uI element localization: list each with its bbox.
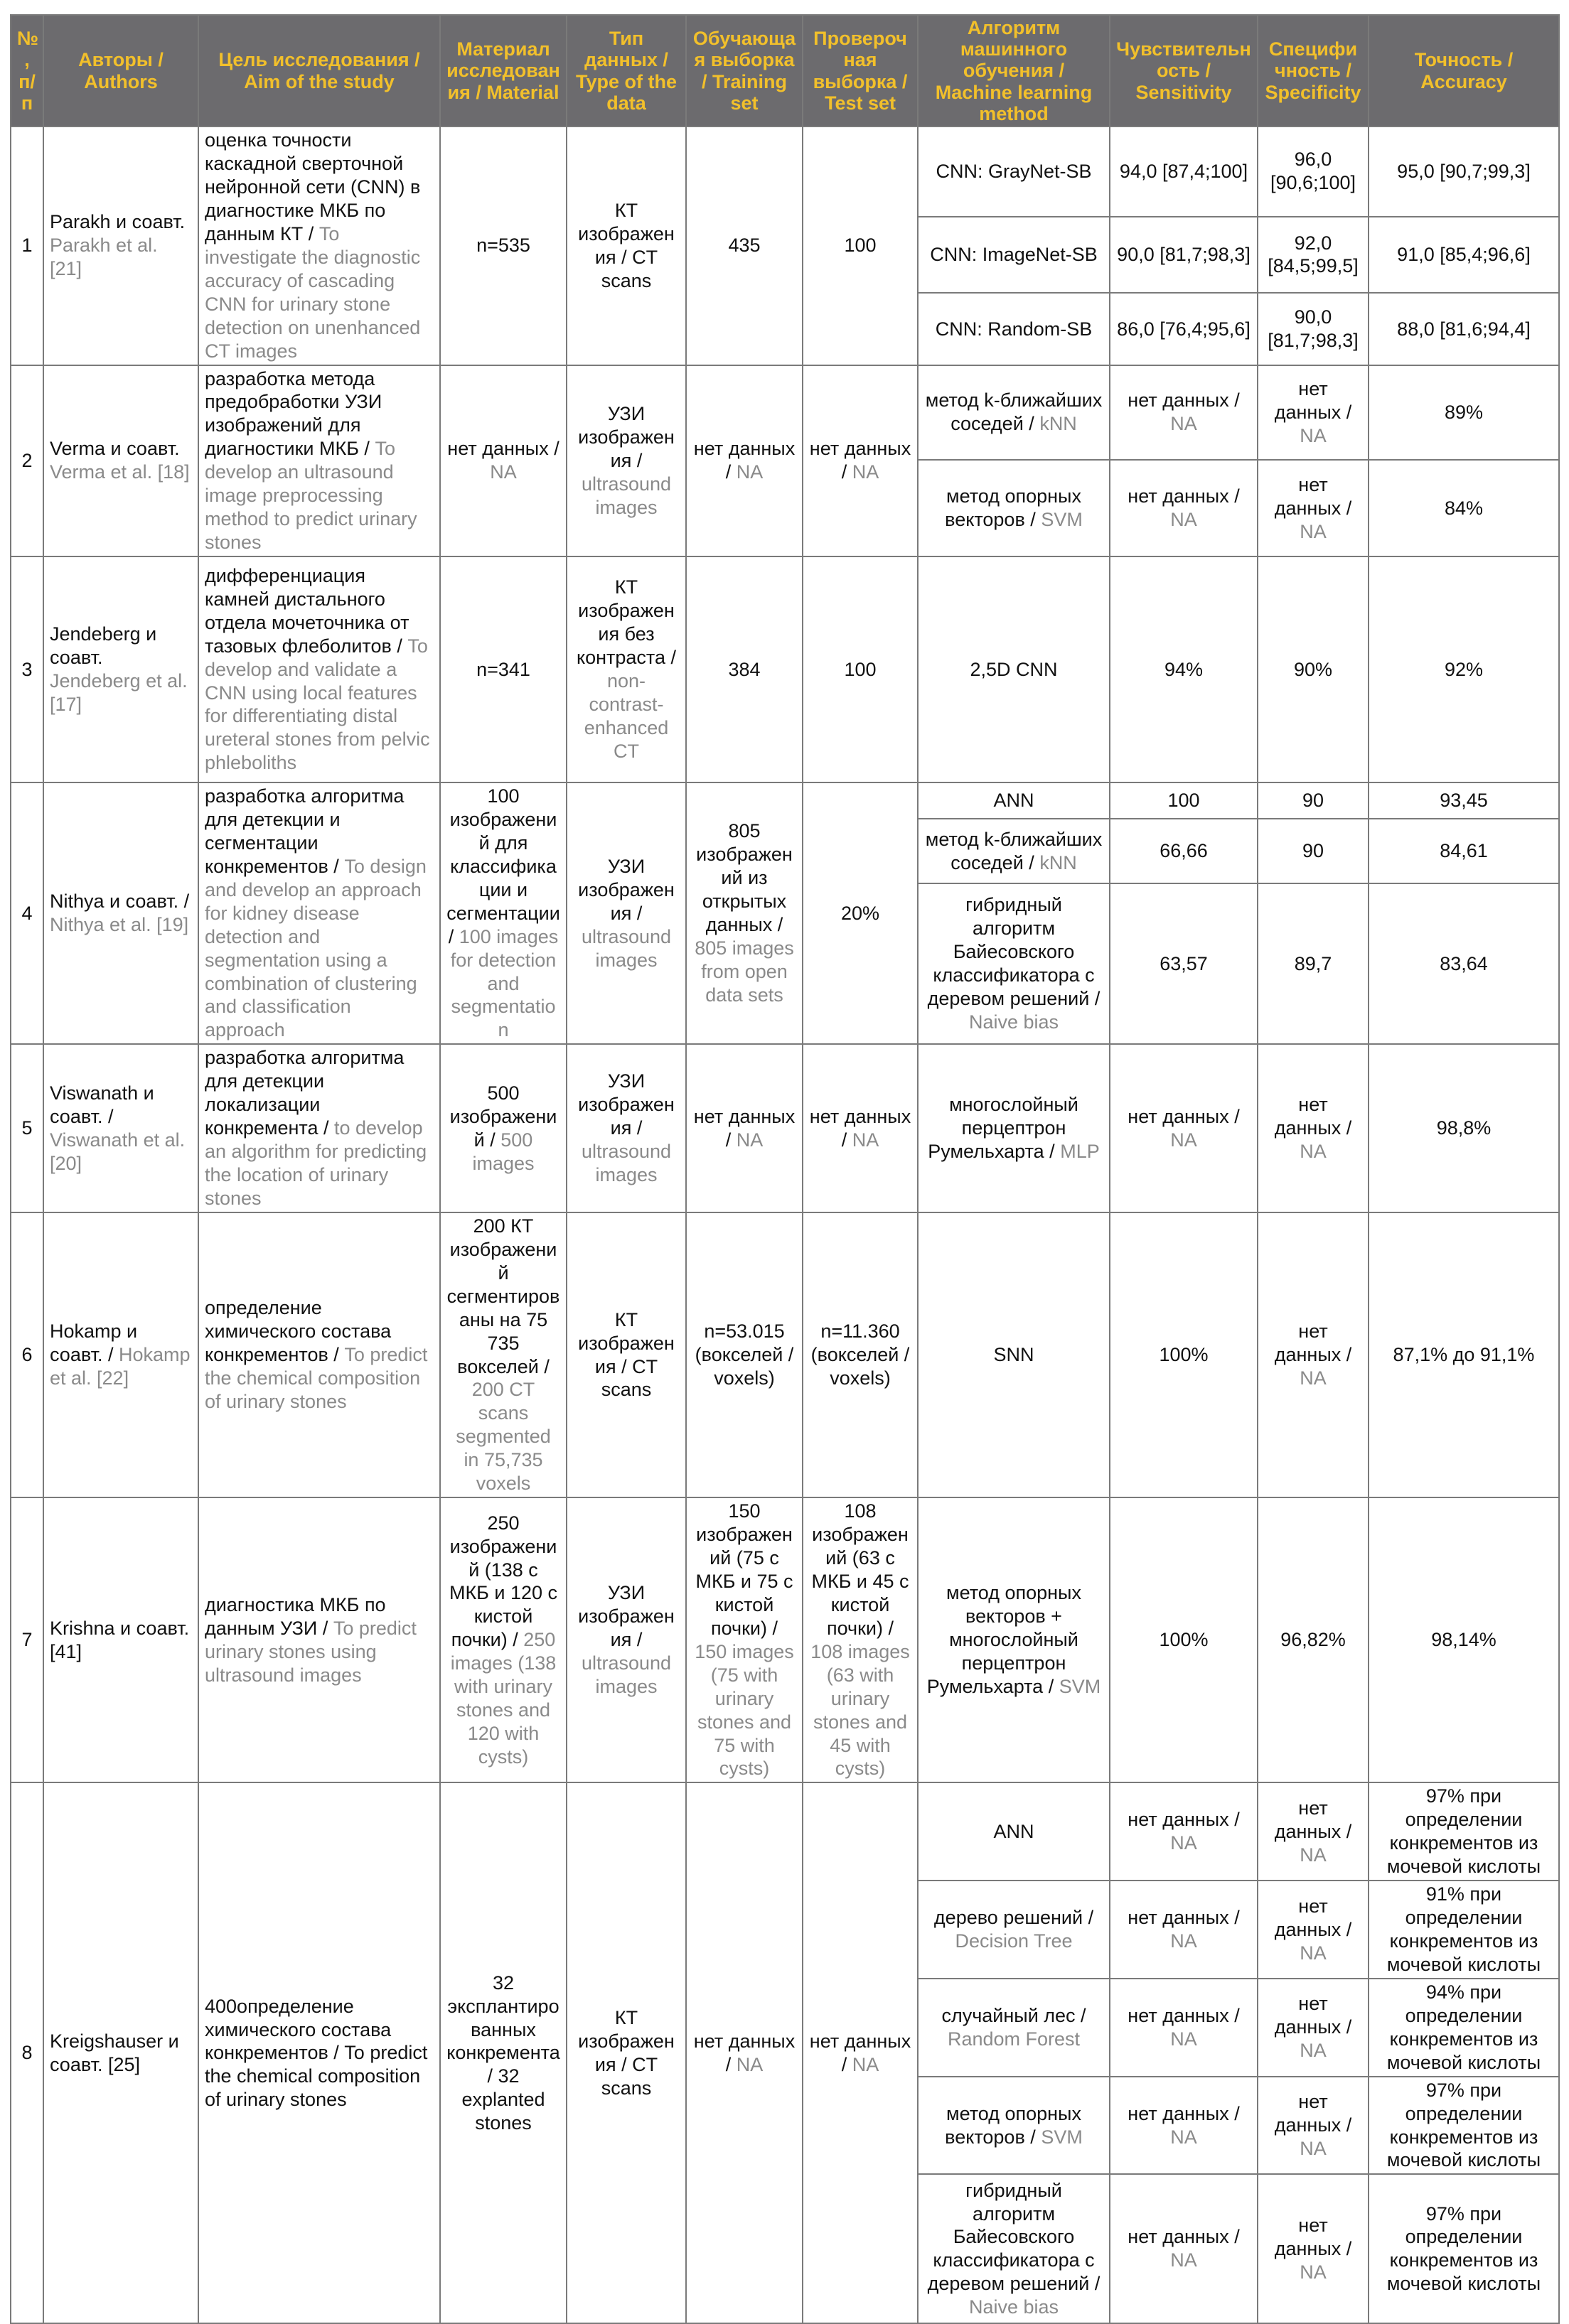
data-ru: УЗИ изображения / <box>578 855 675 924</box>
aim-en: To predict urinary stones using ultrasound images <box>205 1617 417 1686</box>
table-row <box>11 1497 1559 1782</box>
cell-aim <box>198 556 440 782</box>
sens-en: NA <box>1170 509 1197 531</box>
authors-en: Viswanath et al. [20] <box>50 1129 186 1174</box>
cell-accuracy: 83,64 <box>1369 883 1559 1044</box>
cell-method <box>918 460 1110 556</box>
cell-method: ANN <box>918 1782 1110 1881</box>
cell-training-set: 435 <box>686 127 803 365</box>
cell-method: CNN: GrayNet-SB <box>918 127 1110 216</box>
header-training-set: Обучающая выборка / Training set <box>686 15 803 127</box>
header-accuracy: Точность / Accuracy <box>1369 15 1559 127</box>
cell-accuracy: 84,61 <box>1369 819 1559 883</box>
method-ru: гибридный алгоритм Байесовского классификатора с деревом решений / <box>927 2179 1101 2295</box>
cell-authors: Kreigshauser и соавт. [25] <box>43 1782 198 2323</box>
material-ru: 500 изображений / <box>449 1082 557 1151</box>
cell-accuracy: 93,45 <box>1369 782 1559 819</box>
sens-en: NA <box>1170 2028 1197 2050</box>
sens-en: NA <box>1170 1129 1197 1151</box>
cell-specificity <box>1258 460 1369 556</box>
aim-ru: разработка метода предобработки УЗИ изображений для диагностики МКБ / <box>205 367 382 460</box>
cell-data-type: КТ изображения / CT scans <box>567 127 686 365</box>
cell-data-type: КТ изображения / CT scans <box>567 1782 686 2323</box>
cell-material <box>440 1044 567 1212</box>
method-ru: метод опорных векторов + многослойный перцептрон Румельхарта / <box>926 1582 1081 1698</box>
aim-ru: диагностика МКБ по данным УЗИ / <box>205 1593 386 1639</box>
material-ru: 250 изображений (138 с МКБ и 120 с кистой почки) / <box>449 1512 558 1651</box>
cell-method: CNN: ImageNet-SB <box>918 217 1110 294</box>
cell-specificity <box>1258 1044 1369 1212</box>
cell-training-set <box>686 365 803 557</box>
cell-specificity <box>1258 1212 1369 1497</box>
authors-ru: Nithya и соавт. / <box>50 891 190 913</box>
cell-sensitivity <box>1110 1979 1258 2077</box>
test-en: NA <box>852 461 879 483</box>
material-en: 250 images (138 with urinary stones and 120 with cysts) <box>450 1629 557 1768</box>
cell-aim: 400определение химического состава конкрементов / To predict the chemical composition of urinary stones <box>198 1782 440 2323</box>
aim-en: To develop an ultrasound image preprocessing method to predict urinary stones <box>205 438 417 554</box>
aim-ru: определение химического состава конкрементов / <box>205 1297 392 1366</box>
cell-accuracy: 97% при определении конкрементов из мочевой кислоты <box>1369 2077 1559 2175</box>
spec-ru: нет данных / <box>1274 1797 1352 1842</box>
header-row <box>11 15 1559 127</box>
aim-en: To predict the chemical composition of urinary stones <box>205 1344 428 1412</box>
method-ru: метод k-ближайших соседей / <box>925 828 1103 873</box>
cell-sensitivity: 94% <box>1110 556 1258 782</box>
sens-ru: нет данных / <box>1128 1105 1240 1127</box>
sens-en: NA <box>1170 2249 1197 2271</box>
cell-training-set: 384 <box>686 556 803 782</box>
cell-sensitivity <box>1110 1044 1258 1212</box>
spec-ru: нет данных / <box>1274 2215 1352 2259</box>
aim-ru: дифференциация камней дистального отдела мочеточника от тазовых флеболитов / <box>205 564 409 657</box>
cell-specificity <box>1258 1782 1369 1881</box>
data-en: ultrasound images <box>581 1141 672 1186</box>
cell-specificity: 90 <box>1258 819 1369 883</box>
authors-en: Hokamp et al. [22] <box>50 1344 191 1389</box>
cell-num: 2 <box>11 365 43 557</box>
method-ru: гибридный алгоритм Байесовского классификатора с деревом решений / <box>927 894 1101 1010</box>
material-en: 200 CT scans segmented in 75,735 voxels <box>456 1379 551 1495</box>
header-test-set: Проверочная выборка / Test set <box>803 15 918 127</box>
spec-en: NA <box>1300 520 1327 542</box>
spec-en: NA <box>1300 2040 1327 2062</box>
authors-en: Jendeberg et al. [17] <box>50 670 188 715</box>
cell-test-set <box>803 1044 918 1212</box>
data-ru: УЗИ изображения / <box>578 1582 675 1651</box>
sens-en: NA <box>1170 413 1197 435</box>
cell-training-set <box>686 1497 803 1782</box>
cell-authors <box>43 556 198 782</box>
training-en: NA <box>736 1129 764 1151</box>
cell-num: 5 <box>11 1044 43 1212</box>
authors-en: Nithya et al. [19] <box>50 914 189 936</box>
cell-accuracy: 88,0 [81,6;94,4] <box>1369 293 1559 365</box>
cell-data-type <box>567 365 686 557</box>
cell-accuracy: 92% <box>1369 556 1559 782</box>
table-row <box>11 1044 1559 1212</box>
cell-num: 4 <box>11 782 43 1044</box>
method-en: Naive bias <box>968 2296 1059 2318</box>
method-en: kNN <box>1039 851 1077 873</box>
training-en: NA <box>736 2053 764 2075</box>
cell-training-set <box>686 1044 803 1212</box>
data-en: ultrasound images <box>581 925 672 971</box>
cell-material <box>440 1212 567 1497</box>
sens-ru: нет данных / <box>1128 1809 1240 1831</box>
cell-material <box>440 1497 567 1782</box>
cell-method <box>918 1497 1110 1782</box>
cell-test-set <box>803 365 918 557</box>
cell-aim <box>198 365 440 557</box>
cell-test-set <box>803 1782 918 2323</box>
aim-en: To develop and validate a CNN using local features for differentiating distal ureteral stones from pelvic phleboliths <box>205 635 430 774</box>
data-en: ultrasound images <box>581 1652 672 1698</box>
cell-authors <box>43 1044 198 1212</box>
cell-data-type <box>567 556 686 782</box>
cell-sensitivity: 100 <box>1110 782 1258 819</box>
cell-accuracy: 91% при определении конкрементов из мочевой кислоты <box>1369 1881 1559 1979</box>
spec-ru: нет данных / <box>1274 1320 1352 1366</box>
header-num: №, п/п <box>11 15 43 127</box>
material-ru: 100 изображений для классификации и сегментации / <box>446 785 560 947</box>
spec-en: NA <box>1300 1367 1327 1389</box>
method-ru: дерево решений / <box>933 1907 1094 1929</box>
cell-method: 2,5D CNN <box>918 556 1110 782</box>
cell-training-set <box>686 782 803 1044</box>
authors-ru: Jendeberg и соавт. <box>50 623 157 669</box>
cell-accuracy: 98,8% <box>1369 1044 1559 1212</box>
cell-method <box>918 819 1110 883</box>
cell-data-type <box>567 1497 686 1782</box>
cell-aim <box>198 782 440 1044</box>
cell-test-set: 100 <box>803 127 918 365</box>
cell-sensitivity: 100% <box>1110 1212 1258 1497</box>
cell-training-set <box>686 1782 803 2323</box>
cell-training-set: n=53.015 (вокселей / voxels) <box>686 1212 803 1497</box>
spec-en: NA <box>1300 2261 1327 2283</box>
cell-accuracy: 97% при определении конкрементов из мочевой кислоты <box>1369 1782 1559 1881</box>
cell-sensitivity <box>1110 1881 1258 1979</box>
cell-aim <box>198 127 440 365</box>
cell-num: 8 <box>11 1782 43 2323</box>
cell-authors <box>43 782 198 1044</box>
spec-ru: нет данных / <box>1274 1094 1352 1139</box>
cell-specificity: 90% <box>1258 556 1369 782</box>
method-ru: многослойный перцептрон Румельхарта / <box>928 1094 1078 1163</box>
cell-method: SNN <box>918 1212 1110 1497</box>
ml-studies-table <box>10 14 1560 2324</box>
aim-ru: оценка точности каскадной сверточной нейронной сети (CNN) в диагностике МКБ по данным КТ / <box>205 129 421 244</box>
cell-aim <box>198 1212 440 1497</box>
cell-method <box>918 2174 1110 2323</box>
cell-aim <box>198 1044 440 1212</box>
header-sensitivity: Чувствительность / Sensitivity <box>1110 15 1258 127</box>
cell-authors <box>43 1212 198 1497</box>
cell-accuracy: 94% при определении конкрементов из мочевой кислоты <box>1369 1979 1559 2077</box>
test-ru: нет данных / <box>809 2030 911 2075</box>
cell-authors <box>43 127 198 365</box>
cell-method <box>918 1979 1110 2077</box>
spec-en: NA <box>1300 1942 1327 1964</box>
header-specificity: Специфичность / Specificity <box>1258 15 1369 127</box>
spec-en: NA <box>1300 1141 1327 1163</box>
method-ru: метод опорных векторов / <box>945 2102 1081 2148</box>
cell-specificity: 90 <box>1258 782 1369 819</box>
training-ru: нет данных / <box>693 1105 796 1151</box>
sens-ru: нет данных / <box>1128 485 1240 507</box>
data-ru: УЗИ изображения / <box>578 402 675 471</box>
cell-specificity: 96,82% <box>1258 1497 1369 1782</box>
aim-en: To design and develop an approach for kidney disease detection and segmentation using a combination of clustering and classification approach <box>205 855 427 1041</box>
authors-ru: Hokamp и соавт. / <box>50 1320 138 1366</box>
material-ru: 200 КТ изображений сегментированы на 75 735 вокселей / <box>446 1215 560 1377</box>
data-ru: УЗИ изображения / <box>578 1070 675 1139</box>
cell-specificity <box>1258 1979 1369 2077</box>
table-row <box>11 127 1559 216</box>
cell-method <box>918 1044 1110 1212</box>
cell-sensitivity <box>1110 365 1258 461</box>
cell-test-set <box>803 1497 918 1782</box>
sens-en: NA <box>1170 2126 1197 2148</box>
spec-ru: нет данных / <box>1274 1993 1352 2038</box>
spec-en: NA <box>1300 424 1327 446</box>
aim-en: to develop an algorithm for predicting the location of urinary stones <box>205 1117 427 1209</box>
cell-test-set: 20% <box>803 782 918 1044</box>
method-en: SVM <box>1059 1676 1101 1698</box>
aim-ru: разработка алгоритма для детекции и сегментации конкрементов / <box>205 785 405 877</box>
cell-authors: Krishna и соавт. [41] <box>43 1497 198 1782</box>
authors-en: Verma et al. [18] <box>50 461 190 483</box>
cell-authors <box>43 365 198 557</box>
header-material: Материал исследования / Material <box>440 15 567 127</box>
method-ru: случайный лес / <box>941 2004 1086 2026</box>
cell-aim <box>198 1497 440 1782</box>
cell-method <box>918 1881 1110 1979</box>
sens-ru: нет данных / <box>1128 1907 1240 1929</box>
sens-ru: нет данных / <box>1128 389 1240 411</box>
cell-data-type <box>567 782 686 1044</box>
method-en: Decision Tree <box>955 1930 1073 1952</box>
cell-sensitivity <box>1110 1782 1258 1881</box>
cell-sensitivity <box>1110 460 1258 556</box>
aim-ru: разработка алгоритма для детекции локализации конкремента / <box>205 1047 405 1139</box>
cell-test-set: n=11.360 (вокселей / voxels) <box>803 1212 918 1497</box>
cell-material: n=535 <box>440 127 567 365</box>
cell-method: CNN: Random-SB <box>918 293 1110 365</box>
cell-accuracy: 89% <box>1369 365 1559 461</box>
cell-accuracy: 91,0 [85,4;96,6] <box>1369 217 1559 294</box>
test-ru: 108 изображений (63 с МКБ и 45 с кистой почки) / <box>811 1500 909 1639</box>
test-ru: нет данных / <box>809 1105 911 1151</box>
authors-en: Parakh et al. [21] <box>50 235 158 280</box>
material-en: 100 images for detection and segmentation <box>450 925 559 1041</box>
spec-ru: нет данных / <box>1274 2091 1352 2136</box>
table-row <box>11 782 1559 819</box>
spec-ru: нет данных / <box>1274 473 1352 519</box>
cell-specificity: 92,0 [84,5;99,5] <box>1258 217 1369 294</box>
table-row <box>11 365 1559 461</box>
cell-material: n=341 <box>440 556 567 782</box>
training-ru: нет данных / <box>693 2030 796 2075</box>
cell-method <box>918 883 1110 1044</box>
spec-en: NA <box>1300 1844 1327 1866</box>
table-row <box>11 1212 1559 1497</box>
cell-sensitivity: 100% <box>1110 1497 1258 1782</box>
cell-sensitivity: 94,0 [87,4;100] <box>1110 127 1258 216</box>
cell-sensitivity: 66,66 <box>1110 819 1258 883</box>
method-en: SVM <box>1041 509 1083 531</box>
sens-en: NA <box>1170 1930 1197 1952</box>
training-en: NA <box>736 461 764 483</box>
method-en: MLP <box>1060 1141 1100 1163</box>
authors-ru: Parakh и соавт. <box>50 211 186 233</box>
cell-method: ANN <box>918 782 1110 819</box>
cell-data-type: КТ изображения / CT scans <box>567 1212 686 1497</box>
cell-material <box>440 782 567 1044</box>
cell-specificity <box>1258 2174 1369 2323</box>
training-en: 805 images from open data sets <box>695 937 794 1006</box>
cell-method <box>918 365 1110 461</box>
cell-sensitivity: 90,0 [81,7;98,3] <box>1110 217 1258 294</box>
test-en: NA <box>852 1129 879 1151</box>
header-aim: Цель исследования / Aim of the study <box>198 15 440 127</box>
training-ru: нет данных / <box>693 438 796 483</box>
material-en: 500 images <box>472 1129 535 1174</box>
data-en: ultrasound images <box>581 473 672 518</box>
cell-method <box>918 2077 1110 2175</box>
cell-sensitivity <box>1110 2174 1258 2323</box>
data-ru: КТ изображения без контраста / <box>576 576 677 669</box>
method-ru: метод k-ближайших соседей / <box>925 389 1103 435</box>
cell-data-type <box>567 1044 686 1212</box>
training-ru: 150 изображений (75 с МКБ и 75 с кистой почки) / <box>695 1500 793 1639</box>
header-ml-method: Алгоритм машинного обучения / Machine learning method <box>918 15 1110 127</box>
table-row <box>11 556 1559 782</box>
data-en: non-contrast-enhanced CT <box>584 670 669 762</box>
header-data-type: Тип данных / Type of the data <box>567 15 686 127</box>
cell-specificity <box>1258 365 1369 461</box>
aim-en: To investigate the diagnostic accuracy of cascading CNN for urinary stone detection on unenhanced CT images <box>205 222 421 362</box>
cell-specificity: 96,0 [90,6;100] <box>1258 127 1369 216</box>
spec-ru: нет данных / <box>1274 1895 1352 1940</box>
training-en: 150 images (75 with urinary stones and 75 with cysts) <box>695 1640 794 1780</box>
table-row <box>11 1782 1559 1881</box>
cell-specificity <box>1258 1881 1369 1979</box>
sens-en: NA <box>1170 1832 1197 1854</box>
cell-num: 3 <box>11 556 43 782</box>
cell-num: 7 <box>11 1497 43 1782</box>
sens-ru: нет данных / <box>1128 2004 1240 2026</box>
cell-accuracy: 87,1% до 91,1% <box>1369 1212 1559 1497</box>
cell-num: 6 <box>11 1212 43 1497</box>
cell-specificity: 89,7 <box>1258 883 1369 1044</box>
test-ru: нет данных / <box>809 438 911 483</box>
cell-accuracy: 98,14% <box>1369 1497 1559 1782</box>
cell-sensitivity: 86,0 [76,4;95,6] <box>1110 293 1258 365</box>
test-en: 108 images (63 with urinary stones and 45 with cysts) <box>810 1640 910 1780</box>
method-ru: метод опорных векторов / <box>945 485 1081 531</box>
authors-ru: Verma и соавт. <box>50 438 180 460</box>
cell-num: 1 <box>11 127 43 365</box>
header-authors: Авторы / Authors <box>43 15 198 127</box>
method-en: Naive bias <box>968 1011 1059 1033</box>
cell-accuracy: 95,0 [90,7;99,3] <box>1369 127 1559 216</box>
material-en: NA <box>490 461 517 483</box>
sens-ru: нет данных / <box>1128 2102 1240 2124</box>
cell-accuracy: 97% при определении конкрементов из мочевой кислоты <box>1369 2174 1559 2323</box>
cell-sensitivity: 63,57 <box>1110 883 1258 1044</box>
cell-sensitivity <box>1110 2077 1258 2175</box>
cell-specificity <box>1258 2077 1369 2175</box>
training-ru: 805 изображений из открытых данных / <box>696 820 793 936</box>
method-en: kNN <box>1039 413 1077 435</box>
cell-test-set: 100 <box>803 556 918 782</box>
test-en: NA <box>852 2053 879 2075</box>
cell-specificity: 90,0 [81,7;98,3] <box>1258 293 1369 365</box>
spec-ru: нет данных / <box>1274 378 1352 423</box>
method-en: Random Forest <box>947 2028 1081 2050</box>
method-en: SVM <box>1041 2126 1083 2148</box>
sens-ru: нет данных / <box>1128 2226 1240 2248</box>
material-ru: нет данных / <box>447 438 559 460</box>
cell-accuracy: 84% <box>1369 460 1559 556</box>
cell-material: 32 эксплантированных конкремента / 32 explanted stones <box>440 1782 567 2323</box>
cell-material <box>440 365 567 557</box>
spec-en: NA <box>1300 2138 1327 2160</box>
authors-ru: Viswanath и соавт. / <box>50 1082 154 1127</box>
